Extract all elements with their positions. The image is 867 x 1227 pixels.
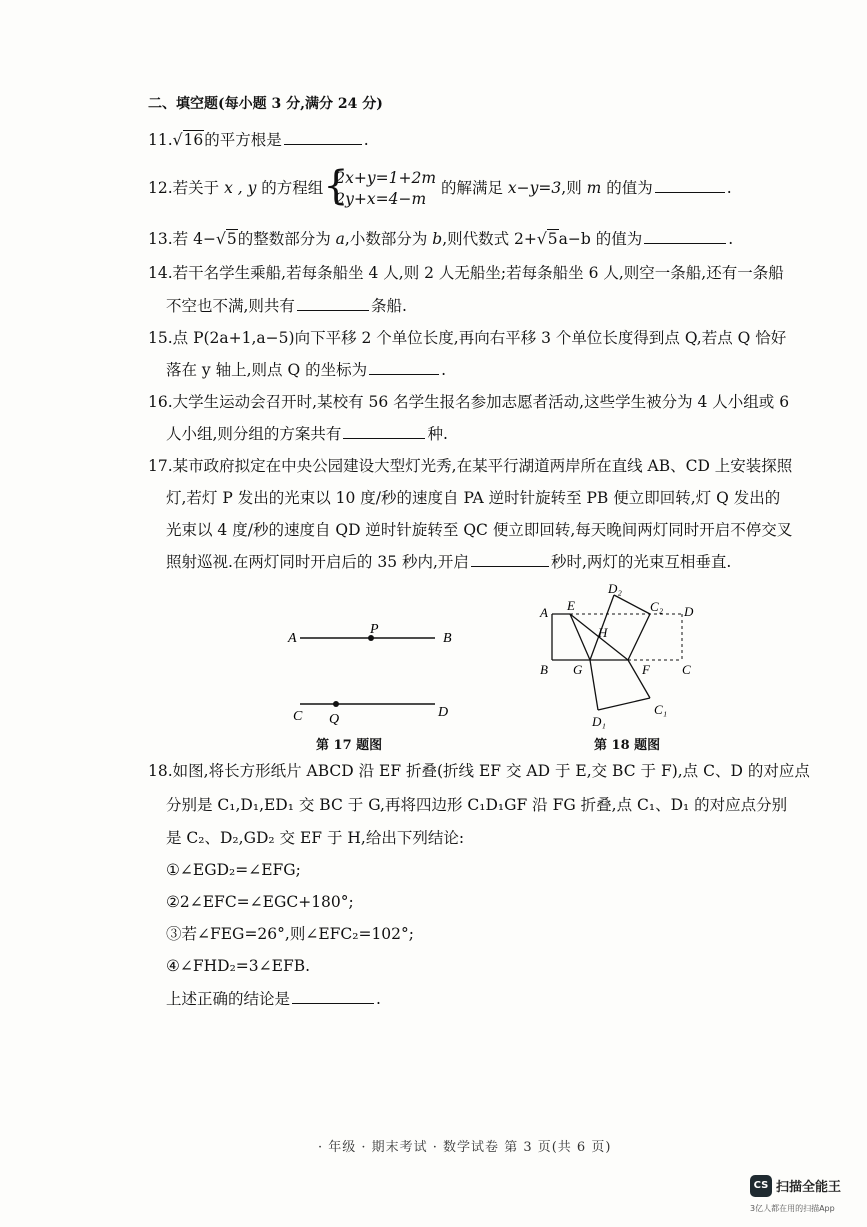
conclusion-1: ①∠EGD₂=∠EFG; — [166, 861, 301, 879]
label-b: B — [540, 662, 548, 677]
figure-17 — [280, 615, 470, 730]
edge-gd1 — [590, 660, 598, 710]
question-14-line2: 不空也不满,则共有 条船. — [166, 297, 407, 315]
label-a: A — [540, 605, 548, 620]
question-13: 13.若 4−√5的整数部分为 a,小数部分为 b,则代数式 2+√5a−b 的值为 . — [148, 230, 734, 248]
edge-d1c1 — [598, 698, 650, 710]
label-d: D — [684, 604, 694, 619]
figure-18 — [530, 580, 710, 730]
label-p: P — [370, 622, 379, 637]
label-d2: D₂ — [608, 581, 622, 596]
question-11: 11.√16的平方根是 . — [148, 131, 369, 149]
label-f: F — [642, 662, 650, 677]
page-footer: · 年级 · 期末考试 · 数学试卷 第 3 页(共 6 页) — [318, 1140, 612, 1155]
question-16-line2: 人小组,则分组的方案共有 种. — [166, 425, 448, 443]
question-18-line1: 18.如图,将长方形纸片 ABCD 沿 EF 折叠(折线 EF 交 AD 于 E,交 BC 于 F),点 C、D 的对应点 — [148, 762, 810, 780]
brand-tagline: 3亿人都在用的扫描App — [750, 1204, 835, 1213]
question-17-line1: 17.某市政府拟定在中央公园建设大型灯光秀,在某平行湖道两岸所在直线 AB、CD 上安装探照 — [148, 457, 793, 475]
label-a: A — [288, 631, 297, 646]
edge-c2f — [628, 614, 650, 660]
question-15-line2: 落在 y 轴上,则点 Q 的坐标为 . — [166, 361, 447, 379]
label-d: D — [438, 705, 449, 720]
label-q: Q — [329, 712, 340, 727]
edge-d2c2 — [614, 595, 650, 614]
label-c1: C₁ — [654, 702, 668, 717]
point-q — [333, 701, 339, 707]
camscanner-logo-icon: CS — [750, 1175, 772, 1197]
edge-eg — [570, 614, 590, 660]
question-18-answer: 上述正确的结论是 . — [166, 990, 381, 1008]
label-c2: C₂ — [650, 599, 664, 614]
conclusion-3: ③若∠FEG=26°,则∠EFC₂=102°; — [166, 925, 415, 943]
label-h: H — [598, 625, 608, 640]
label-c: C — [293, 709, 303, 724]
section-title: 二、填空题(每小题 3 分,满分 24 分) — [148, 96, 383, 112]
conclusion-4: ④∠FHD₂=3∠EFB. — [166, 957, 311, 975]
question-16-line1: 16.大学生运动会召开时,某校有 56 名学生报名参加志愿者活动,这些学生被分为 4 人小组或 6 — [148, 393, 790, 411]
scanner-watermark — [750, 1175, 860, 1221]
figure-17-caption: 第 17 题图 — [316, 738, 383, 753]
label-b: B — [443, 631, 452, 646]
question-14-line1: 14.若干名学生乘船,若每条船坐 4 人,则 2 人无船坐;若每条船坐 6 人,则空一条船,还有一条船 — [148, 264, 784, 282]
conclusion-2: ②2∠EFC=∠EGC+180°; — [166, 893, 354, 911]
question-12: 12.若关于 x , y 的方程组 { 2x+y=1+2m 2y+x=4−m 的解满足 x−y=3,则 m 的值为 . — [148, 163, 732, 209]
question-17-line3: 光束以 4 度/秒的速度自 QD 逆时针旋转至 QC 便立即回转,每天晚间两灯同时开启不停交叉 — [166, 521, 793, 539]
label-g: G — [573, 662, 583, 677]
question-17-line4: 照射巡视.在两灯同时开启后的 35 秒内,开启 秒时,两灯的光束互相垂直. — [166, 553, 732, 571]
figure-18-caption: 第 18 题图 — [594, 738, 661, 753]
question-15-line1: 15.点 P(2a+1,a−5)向下平移 2 个单位长度,再向右平移 3 个单位长度得到点 Q,若点 Q 恰好 — [148, 329, 787, 347]
label-e: E — [567, 598, 575, 613]
label-c: C — [682, 662, 691, 677]
brand-name: 扫描全能王 — [776, 1180, 842, 1195]
question-18-line3: 是 C₂、D₂,GD₂ 交 EF 于 H,给出下列结论: — [166, 829, 465, 847]
label-d1: D₁ — [592, 714, 606, 729]
question-18-line2: 分别是 C₁,D₁,ED₁ 交 BC 于 G,再将四边形 C₁D₁GF 沿 FG 折叠,点 C₁、D₁ 的对应点分别 — [166, 796, 788, 814]
question-17-line2: 灯,若灯 P 发出的光束以 10 度/秒的速度自 PA 逆时针旋转至 PB 便立即回转,灯 Q 发出的 — [166, 489, 781, 507]
